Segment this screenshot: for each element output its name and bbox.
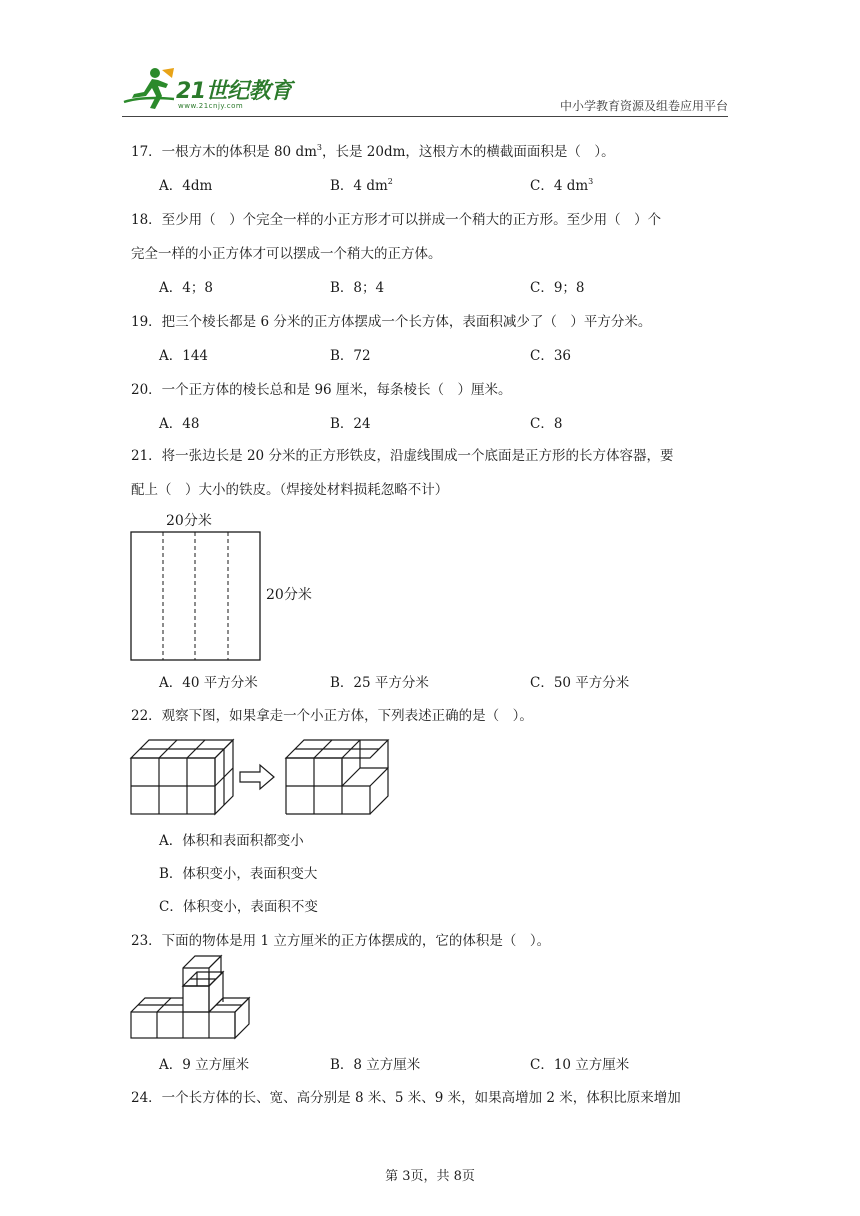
q23-option-a[interactable]: A．9 立方厘米 (159, 1057, 250, 1073)
q17-option-c[interactable]: C．4 $dm^3$ (530, 177, 594, 194)
q20-stem: 20．一个正方体的棱长总和是 96 厘米，每条棱长（ ）厘米。 (131, 382, 512, 398)
q20-option-b[interactable]: B．24 (330, 416, 371, 432)
q21-sheet-figure (128, 506, 328, 666)
platform-name: 中小学教育资源及组卷应用平台 (559, 99, 728, 113)
q20-option-a[interactable]: A．48 (159, 416, 200, 432)
q22-cube-figure (128, 736, 398, 820)
q22-stem: 22．观察下图，如果拿走一个小正方体，下列表述正确的是（ ）。 (131, 708, 533, 724)
q19-stem: 19．把三个棱长都是 6 分米的正方体摆成一个长方体，表面积减少了（ ）平方分米。 (131, 314, 652, 330)
q17-stem: 17．一根方木的体积是 80 $dm^3$，长是 20dm，这根方木的横截面面积是（ ）。 (131, 143, 615, 160)
q18-option-c[interactable]: C．9；8 (530, 280, 585, 296)
q23-cube-figure (128, 962, 258, 1042)
q21-side-label: 20分米 (266, 587, 312, 603)
page-header (122, 66, 728, 118)
q22-option-b[interactable]: B．体积变小，表面积变大 (159, 866, 318, 882)
page-footer: 第 3页，共 8页 (385, 1169, 475, 1184)
q19-option-b[interactable]: B．72 (330, 348, 371, 364)
q22-option-a[interactable]: A．体积和表面积都变小 (159, 833, 304, 849)
q21-option-a[interactable]: A．40 平方分米 (159, 675, 258, 691)
q18-option-b[interactable]: B．8；4 (330, 280, 385, 296)
arrow-icon (240, 765, 274, 789)
q24-stem: 24．一个长方体的长、宽、高分别是 8 米、5 米、9 米，如果高增加 2 米，体积比原来增加 (131, 1090, 681, 1106)
q17-option-b[interactable]: B．4 $dm^2$ (330, 177, 393, 194)
q22-before-block (131, 740, 233, 814)
q21-option-b[interactable]: B．25 平方分米 (330, 675, 429, 691)
q18-option-a[interactable]: A．4；8 (159, 280, 213, 296)
q19-option-c[interactable]: C．36 (530, 348, 572, 364)
runner-icon (122, 66, 178, 112)
q21-stem-line2: 配上（ ）大小的铁皮。（焊接处材料损耗忽略不计） (131, 482, 449, 498)
q21-option-c[interactable]: C．50 平方分米 (530, 675, 630, 691)
q22-after-block (286, 740, 388, 814)
q23-option-c[interactable]: C．10 立方厘米 (530, 1057, 630, 1073)
q22-option-c[interactable]: C．体积变小，表面积不变 (159, 899, 318, 915)
q17-option-a[interactable]: A．4dm (159, 178, 213, 194)
q21-top-label: 20分米 (166, 513, 212, 529)
site-logo (122, 66, 302, 116)
q23-option-b[interactable]: B．8 立方厘米 (330, 1057, 421, 1073)
logo-url: www.21cnjy.com (178, 102, 244, 110)
q18-stem-line2: 完全一样的小正方体才可以摆成一个稍大的正方体。 (131, 246, 442, 262)
logo-text: 21世纪教育 (176, 79, 292, 104)
q20-option-c[interactable]: C．8 (530, 416, 563, 432)
q23-stem: 23．下面的物体是用 1 立方厘米的正方体摆成的，它的体积是（ ）。 (131, 933, 551, 949)
q19-option-a[interactable]: A．144 (159, 348, 209, 364)
q21-stem-line1: 21．将一张边长是 20 分米的正方形铁皮，沿虚线围成一个底面是正方形的长方体容器，要 (131, 448, 674, 464)
header-divider (122, 116, 728, 117)
q18-stem-line1: 18．至少用（ ）个完全一样的小正方形才可以拼成一个稍大的正方形。至少用（ ）个 (131, 212, 662, 228)
